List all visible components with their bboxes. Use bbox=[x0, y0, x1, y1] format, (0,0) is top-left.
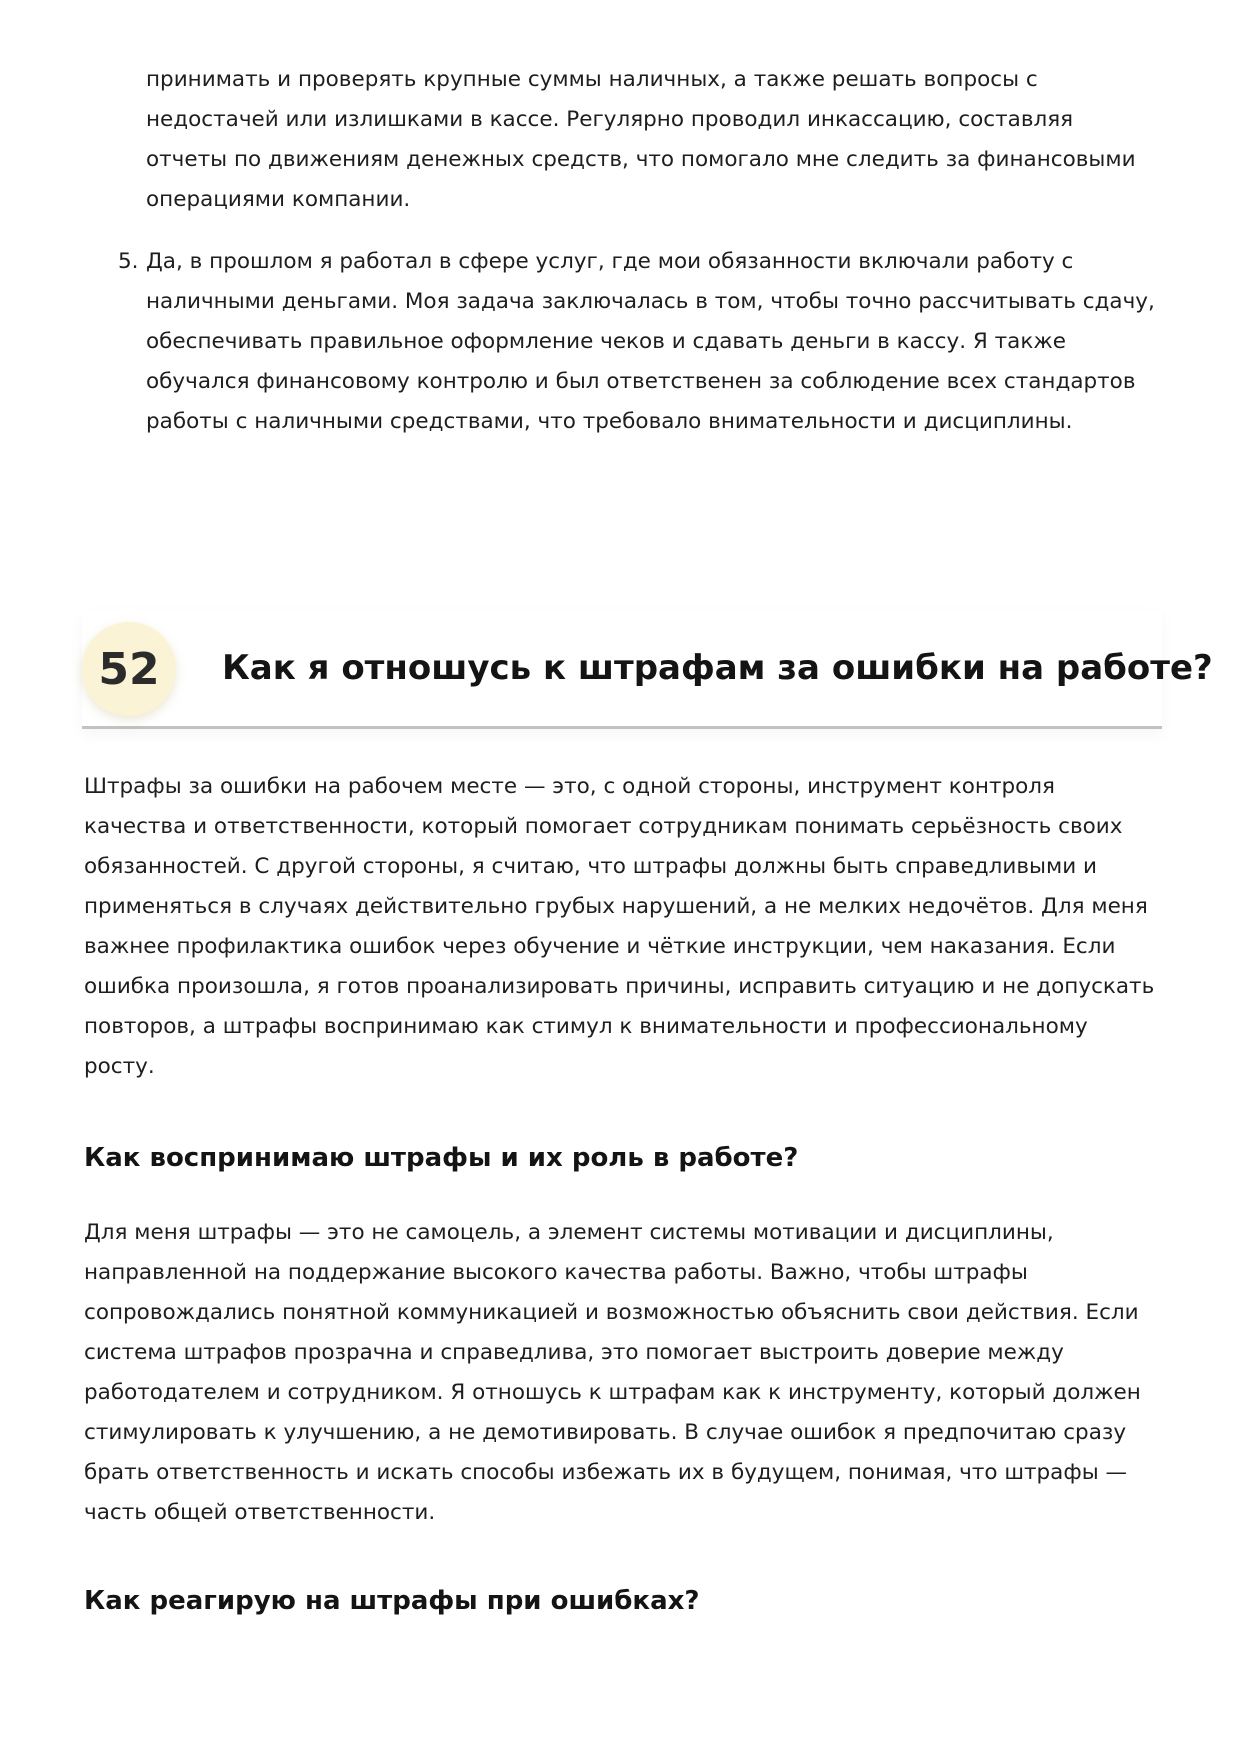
list-item bbox=[118, 242, 1156, 442]
section-title: Как я отношусь к штрафам за ошибки на работе? bbox=[222, 648, 1213, 688]
section-number-badge: 52 bbox=[82, 622, 176, 716]
section-header bbox=[82, 610, 1213, 729]
subheading-role-of-fines: Как воспринимаю штрафы и их роль в работе? bbox=[84, 1143, 799, 1173]
subheading-reaction-to-fines: Как реагирую на штрафы при ошибках? bbox=[84, 1586, 700, 1616]
numbered-list bbox=[118, 60, 1156, 464]
list-item-text: Да, в прошлом я работал в сфере услуг, где мои обязанности включали работу с наличными деньгами. Моя задача заключалась в том, чтобы точно рассчитывать сдачу, обеспечивать правильное оформление чеков и сдавать деньги в кассу. Я также обучался финансовому контролю и был ответственен за соблюдение всех стандартов работы с наличными средствами, что требовало внимательности и дисциплины. bbox=[146, 249, 1155, 434]
list-item-text: принимать и проверять крупные суммы наличных, а также решать вопросы с недостачей или излишками в кассе. Регулярно проводил инкассацию, составляя отчеты по движениям денежных средств, что помогало мне следить за финансовыми операциями компании. bbox=[146, 67, 1136, 212]
intro-paragraph: Штрафы за ошибки на рабочем месте — это, с одной стороны, инструмент контроля качества и ответственности, который помогает сотрудникам понимать серьёзность своих обязанностей. С другой стороны, я считаю, что штрафы должны быть справедливыми и применяться в случаях действительно грубых нарушений, а не мелких недочётов. Для меня важнее профилактика ошибок через обучение и чёткие инструкции, чем наказания. Если ошибка произошла, я готов проанализировать причины, исправить ситуацию и не допускать повторов, а штрафы воспринимаю как стимул к внимательности и профессиональному росту. bbox=[84, 774, 1155, 1079]
role-paragraph: Для меня штрафы — это не самоцель, а элемент системы мотивации и дисциплины, направленной на поддержание высокого качества работы. Важно, чтобы штрафы сопровождались понятной коммуникацией и возможностью объяснить свои действия. Если система штрафов прозрачна и справедлива, это помогает выстроить доверие между работодателем и сотрудником. Я отношусь к штрафам как к инструменту, который должен стимулировать к улучшению, а не демотивировать. В случае ошибок я предпочитаю сразу брать ответственность и искать способы избежать их в будущем, понимая, что штрафы — часть общей ответственности. bbox=[84, 1220, 1141, 1525]
list-item-number: 5. bbox=[118, 249, 139, 274]
list-item bbox=[146, 60, 1156, 220]
